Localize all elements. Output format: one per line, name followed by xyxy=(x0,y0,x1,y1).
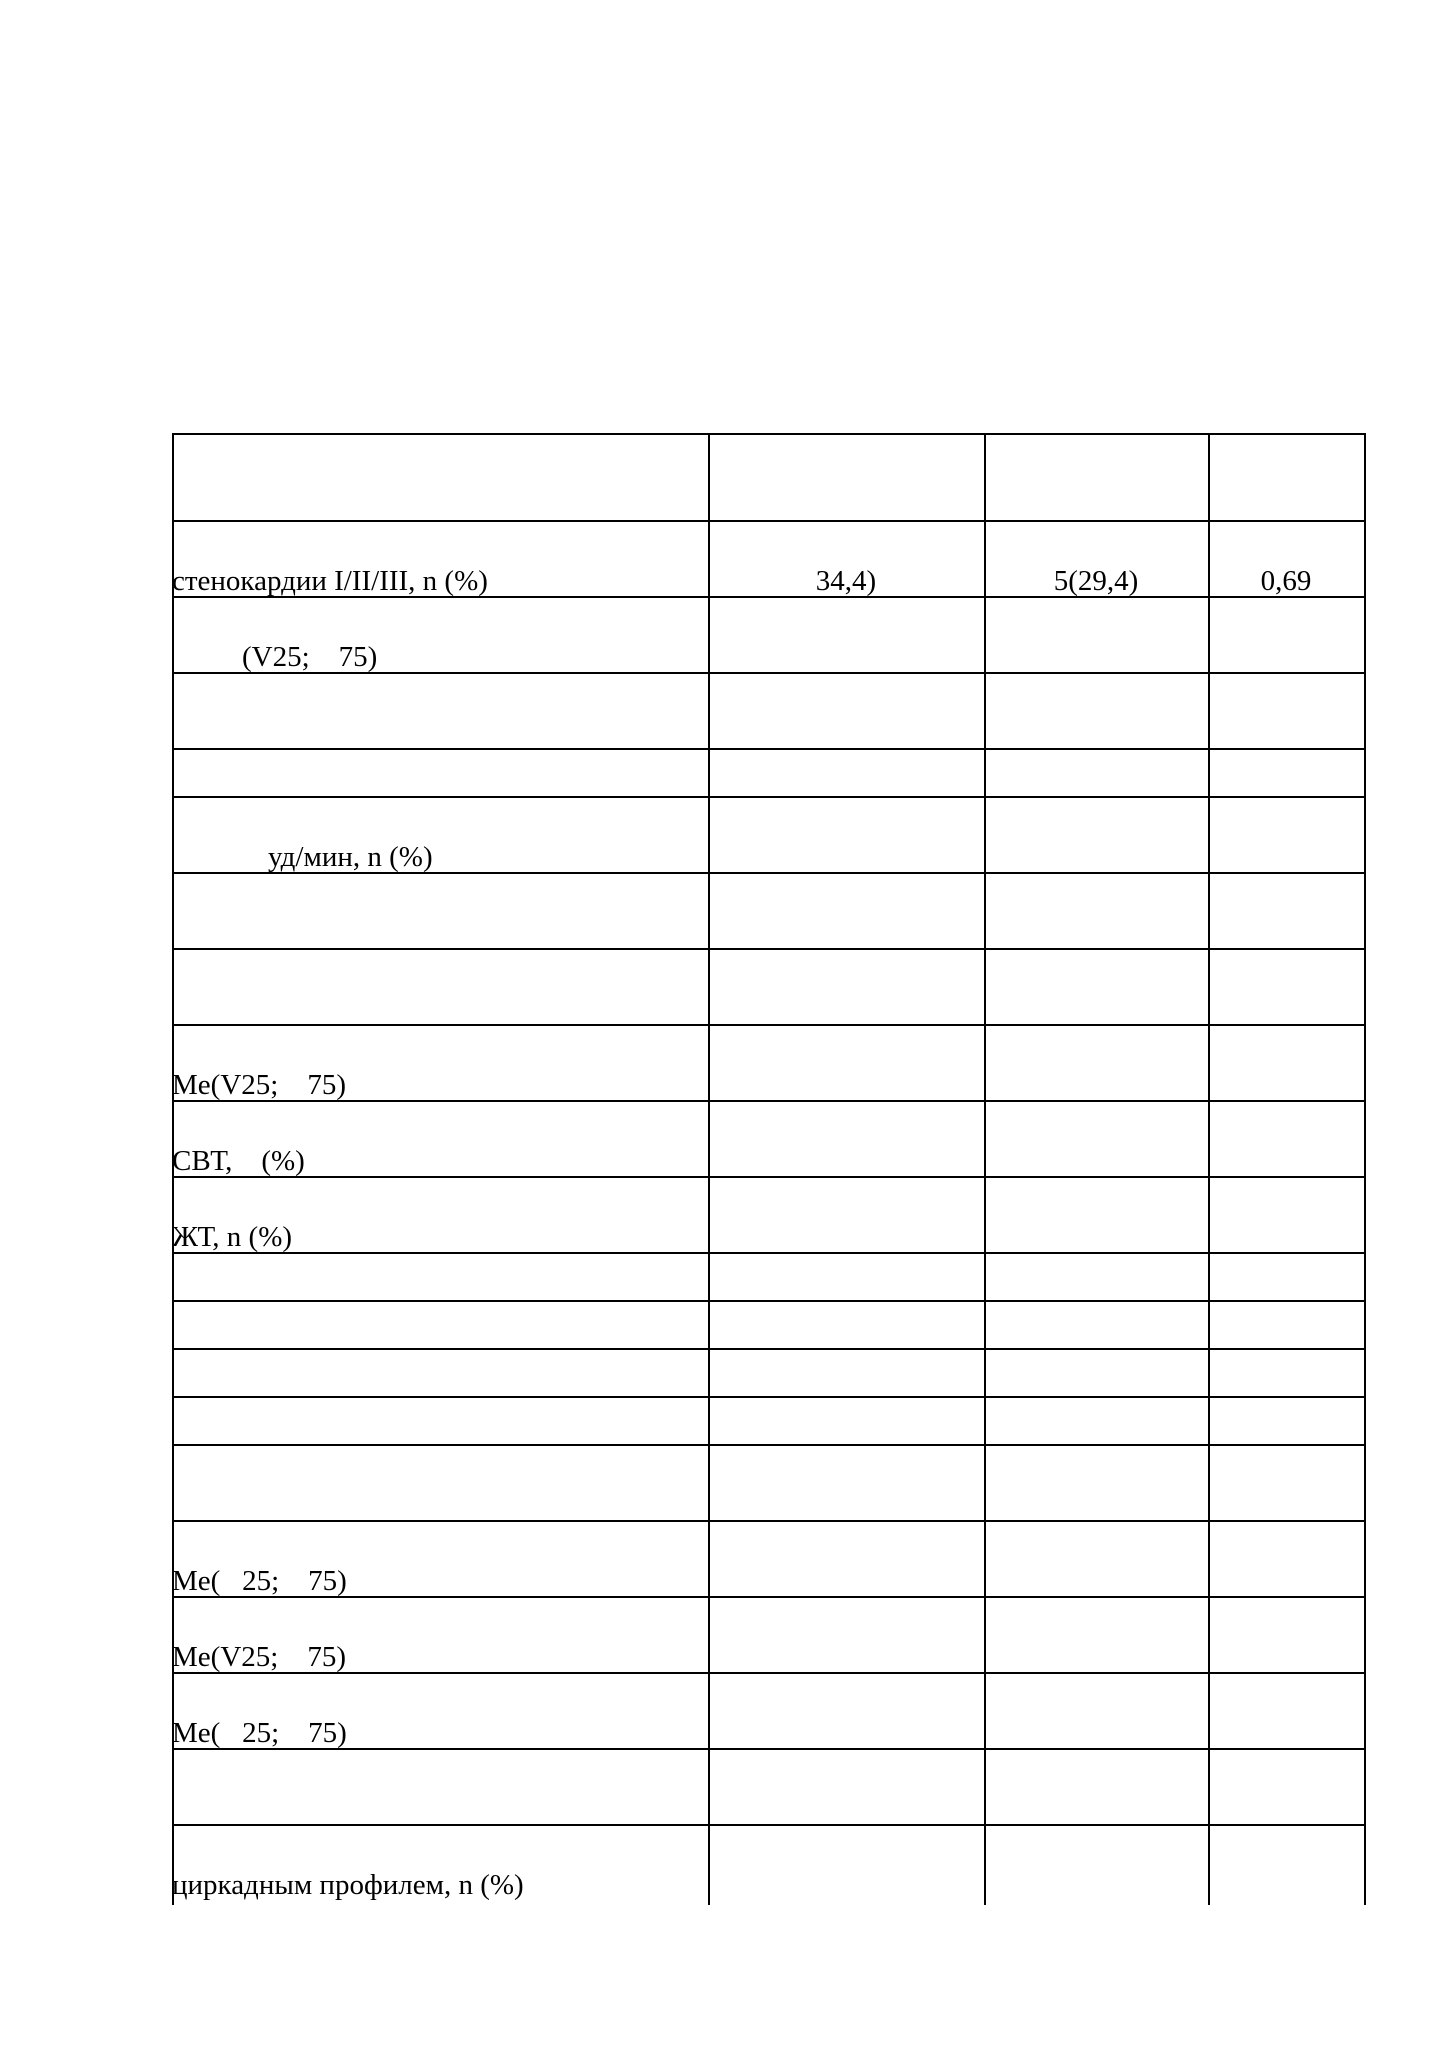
row-divider xyxy=(172,1520,1366,1522)
table-border-top xyxy=(172,433,1366,435)
row-label: уд/мин, n (%) xyxy=(268,841,433,873)
column-divider xyxy=(1208,433,1210,1905)
row-divider xyxy=(172,1748,1366,1750)
row-label: СВТ, (%) xyxy=(172,1145,305,1177)
row-divider xyxy=(172,948,1366,950)
row-divider xyxy=(172,1396,1366,1398)
row-divider xyxy=(172,1024,1366,1026)
row-divider xyxy=(172,1348,1366,1350)
row-label: циркадным профилем, n (%) xyxy=(172,1869,524,1901)
row-divider xyxy=(172,1176,1366,1178)
table-cell-value: 34,4) xyxy=(815,565,877,597)
row-divider xyxy=(172,1672,1366,1674)
row-divider xyxy=(172,1444,1366,1446)
column-divider xyxy=(708,433,710,1905)
row-divider xyxy=(172,1252,1366,1254)
row-label: стенокардии I/II/III, n (%) xyxy=(172,565,488,597)
row-divider xyxy=(172,520,1366,522)
table-cell-value: 5(29,4) xyxy=(1053,565,1139,597)
row-label: Me( 25; 75) xyxy=(172,1565,347,1597)
row-divider xyxy=(172,1300,1366,1302)
row-divider xyxy=(172,796,1366,798)
data-table xyxy=(172,433,1366,1905)
table-cell-p-value: 0,69 xyxy=(1260,565,1312,597)
row-divider xyxy=(172,1596,1366,1598)
row-label: Me( 25; 75) xyxy=(172,1717,347,1749)
row-label: Me(V25; 75) xyxy=(172,1641,346,1673)
row-divider xyxy=(172,1100,1366,1102)
row-label: (V25; 75) xyxy=(242,641,378,673)
row-divider xyxy=(172,748,1366,750)
row-label: ЖТ, n (%) xyxy=(172,1221,293,1253)
row-divider xyxy=(172,1824,1366,1826)
row-label: Me(V25; 75) xyxy=(172,1069,346,1101)
column-divider xyxy=(984,433,986,1905)
column-divider xyxy=(1364,433,1366,1905)
